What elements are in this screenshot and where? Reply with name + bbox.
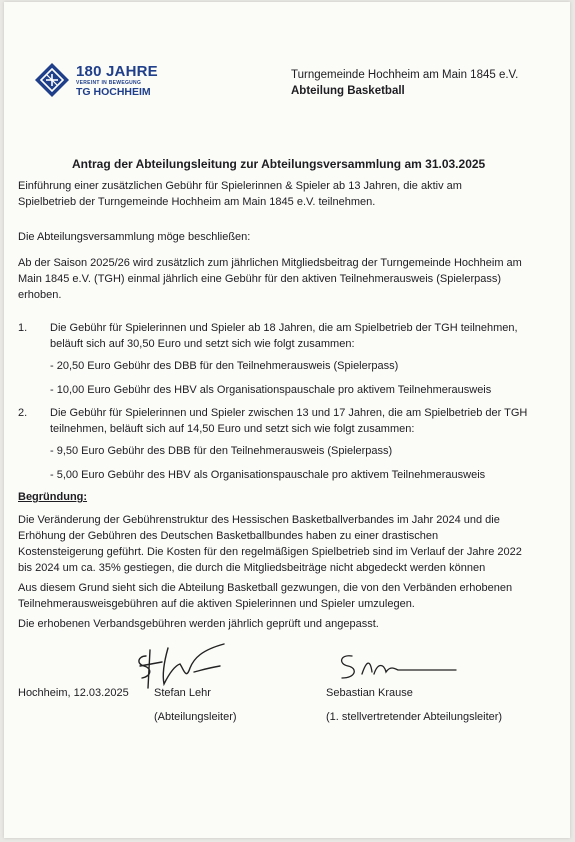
motion-lead: Die Abteilungsversammlung möge beschließen: [18, 231, 251, 243]
tg-hochheim-logo-icon [34, 62, 70, 98]
motion-text: Ab der Saison 2025/26 wird zusätzlich zum jährlichen Mitgliedsbeitrag der Turngemeinde Hochheim am Main 1845 e.V. (TGH) einmal jährlich eine Gebühr für den aktiven Teilnehmerausweis (Spielerpass) erhoben. [18, 257, 522, 301]
reasoning-paragraph: Aus diesem Grund sieht sich die Abteilung Basketball gezwungen, die von den Verbänden erhobenen Teilnehmerausweisgebühren auf die aktiven Spielerinnen und Spieler umzulegen. [18, 582, 513, 610]
document-title: Antrag der Abteilungsleitung zur Abteilungsversammlung am 31.03.2025 [72, 157, 486, 171]
logo-years: 180 JAHRE [76, 63, 158, 80]
signer-name: Sebastian Krause [326, 687, 413, 699]
reasoning-paragraph: Die erhobenen Verbandsgebühren werden jährlich geprüft und angepasst. [18, 618, 379, 630]
logo-club-name: TG HOCHHEIM [76, 86, 151, 98]
organization-name: Turngemeinde Hochheim am Main 1845 e.V. [291, 69, 519, 81]
signer-name: Stefan Lehr [154, 687, 211, 699]
signer-role: (Abteilungsleiter) [154, 711, 237, 723]
item-text: Die Gebühr für Spielerinnen und Spieler zwischen 13 und 17 Jahren, die am Spielbetrieb der TGH teilnehmen, beläuft sich auf 14,50 Euro und setzt sich wie folgt zusammen: [50, 407, 528, 435]
item-text: Die Gebühr für Spielerinnen und Spieler ab 18 Jahren, die am Spielbetrieb der TGH teilnehmen, beläuft sich auf 30,50 Euro und setzt sich wie folgt zusammen: [50, 322, 518, 350]
signature-stefan-lehr [128, 642, 248, 692]
signer-role: (1. stellvertretender Abteilungsleiter) [326, 711, 503, 723]
reasoning-heading: Begründung: [18, 491, 88, 503]
fee-breakdown-line: - 20,50 Euro Gebühr des DBB für den Teilnehmerausweis (Spielerpass) [50, 360, 399, 372]
item-number: 2. [18, 407, 28, 419]
reasoning-paragraph: Die Veränderung der Gebührenstruktur des Hessischen Basketballverbandes im Jahr 2024 und die Erhöhung der Gebühren des Deutschen Basketballbundes haben zu einer drastischen Kostensteigerung geführt. Die Kosten für den regelmäßigen Spielbetrieb sind im Verlauf der Jahre 2022 bis 2024 um ca. 35% gestiegen, die durch die Mitgliedsbeiträge nicht abgedeckt werden können [18, 514, 522, 574]
document-page [4, 2, 570, 838]
department-name: Abteilung Basketball [291, 85, 405, 97]
intro-paragraph: Einführung einer zusätzlichen Gebühr für Spielerinnen & Spieler ab 13 Jahren, die aktiv am Spielbetrieb der Turngemeinde Hochheim am Main 1845 e.V. teilnehmen. [18, 180, 462, 208]
club-logo [34, 62, 164, 98]
fee-breakdown-line: - 5,00 Euro Gebühr des HBV als Organisationspauschale pro aktivem Teilnehmerausweis [50, 469, 486, 481]
logo-tagline: VEREINT IN BEWEGUNG [76, 80, 142, 86]
fee-breakdown-line: - 9,50 Euro Gebühr des DBB für den Teilnehmerausweis (Spielerpass) [50, 445, 393, 457]
signature-sebastian-krause [332, 652, 462, 682]
place-date: Hochheim, 12.03.2025 [18, 687, 129, 699]
fee-breakdown-line: - 10,00 Euro Gebühr des HBV als Organisationspauschale pro aktivem Teilnehmerausweis [50, 384, 492, 396]
item-number: 1. [18, 322, 28, 334]
